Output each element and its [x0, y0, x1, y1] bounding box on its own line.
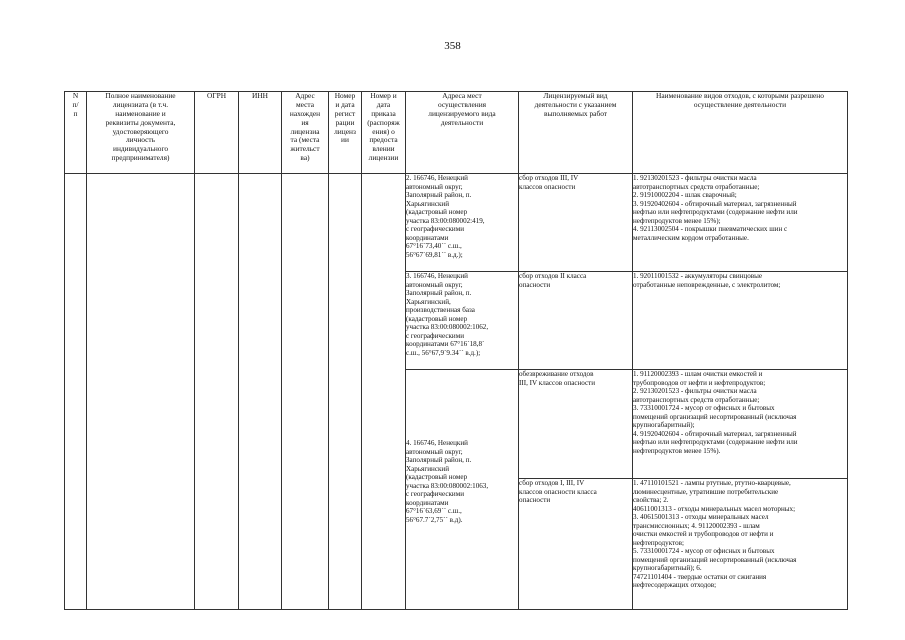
text-line: сбор отходов I, III, IV [519, 479, 585, 487]
text-line: 3. 166746, Ненецкий [406, 272, 468, 280]
text-line: 4. 166746, Ненецкий [406, 439, 468, 447]
text-line: Адреса мест [442, 91, 482, 100]
text-line: 40611001313 - отходы минеральных масел моторных; [633, 504, 796, 513]
waste-cell [633, 370, 848, 479]
text-line: приказа [371, 108, 396, 118]
text-line: Харьягинский [406, 199, 450, 208]
text-line: деятельности с указанием [534, 99, 617, 109]
text-line: нефтепродуктов менее 15%). [633, 446, 721, 455]
text-line: выполняемых работ [543, 108, 608, 118]
activity-cell [519, 174, 633, 272]
text-line: 3. 91920402604 - обтирочный материал, загрязненный [633, 199, 797, 208]
header-license [329, 92, 362, 174]
text-line: нефтесодержащих отходов; [633, 581, 717, 589]
text-line: личность [125, 135, 156, 145]
header-row [65, 92, 848, 174]
place-address-cell [406, 370, 519, 610]
text-line: та (места [290, 135, 320, 145]
text-line: координатами [406, 233, 449, 242]
text-line: автономный округ, [406, 447, 463, 456]
text-line: автономный округ, [406, 280, 463, 289]
text-line: наименование и [115, 108, 166, 118]
text-line: 3. 73310001724 - мусор от офисных и бытовых [633, 404, 775, 412]
text-line: трансмиссионных; 4. 91120002393 - шлам [633, 521, 760, 530]
text-line: лицензиата (в т.ч. [112, 99, 169, 109]
header-name [87, 92, 195, 174]
text-line: (кадастровый номер [406, 473, 468, 481]
text-line: (распоряж [367, 117, 400, 127]
text-line: индивидуального [112, 144, 169, 154]
text-line: сбор отходов III, IV [519, 174, 579, 182]
text-line: 2. 92130201523 - фильтры очистки масла [633, 387, 757, 395]
header-ogrn [195, 92, 239, 174]
text-line: 56°67.7´2,75´´ в.д). [406, 515, 463, 524]
text-line: N [72, 91, 79, 100]
text-line: свойства; 2. [633, 496, 669, 504]
text-line: Заполярный район, п. [406, 456, 472, 464]
text-line: очистки емкостей и трубопроводов от нефти и [633, 530, 774, 538]
order-cell [362, 174, 406, 610]
text-line: (кадастровый номер [406, 208, 468, 216]
text-line: крупногабаритный); [633, 421, 695, 429]
text-line: участка 83:00:080002:419, [406, 216, 485, 225]
location-cell [282, 174, 329, 610]
text-line: 2. 91910002204 - шлак сварочный; [633, 191, 737, 199]
page-number: 358 [444, 40, 461, 52]
text-line: с географическими [406, 225, 465, 233]
header-no [65, 92, 87, 174]
place-address-cell [406, 174, 519, 272]
text-line: и дата [335, 99, 355, 109]
text-line: участка 83:00:080002:1063, [406, 481, 489, 490]
header-order [362, 92, 406, 174]
text-line: координатами 67°16´18,8´ [406, 340, 485, 348]
text-line: нефтепродуктов менее 15%); [633, 216, 721, 225]
text-line: классов опасности [519, 182, 576, 191]
waste-cell [633, 272, 848, 370]
text-line: Номер [334, 91, 356, 100]
text-line: лицензируемого вида [428, 108, 496, 118]
inn-cell [239, 174, 282, 610]
text-line: нефтепродуктов; [633, 538, 684, 547]
text-line: 1. 47110101521 - лампы ртутные, ртутно-кварцевые, [633, 479, 791, 487]
text-line: 67°16´73,40´´ с.ш., [406, 242, 462, 250]
text-line: 1. 91120002393 - шлам очистки емкостей и [633, 370, 763, 378]
text-line: помещений организаций несортированный (исключая [633, 555, 797, 564]
text-line: Наименование видов отходов, с которыми разрешено [656, 91, 824, 100]
text-line: опасности [519, 280, 551, 289]
text-line: с географическими [406, 490, 465, 498]
text-line: п/ [72, 99, 79, 109]
text-line: 2. 166746, Ненецкий [406, 174, 468, 182]
text-line: лицензиа [290, 126, 320, 136]
text-line: 74721101404 - твердые остатки от сжигания [633, 572, 767, 581]
text-line: нефтью или нефтепродуктами (содержание нефти или [633, 438, 798, 446]
ogrn-cell [195, 174, 239, 610]
text-line: ия [301, 117, 309, 127]
text-line: отработанные неповрежденные, с электролитом; [633, 280, 781, 289]
text-line: Харьягинский [406, 464, 450, 473]
activity-cell [519, 479, 633, 610]
text-line: производственная база [406, 306, 475, 314]
text-line: лиценз [334, 126, 356, 136]
text-line: трубопроводов от нефти и нефтепродуктов; [633, 378, 766, 387]
header-activity [519, 92, 633, 174]
waste-cell [633, 174, 848, 272]
text-line: (кадастровый номер [406, 314, 468, 323]
text-line: предоста [369, 135, 398, 145]
text-line: Заполярный район, п. [406, 191, 472, 199]
text-line: сбор отходов II класса [519, 272, 587, 280]
text-line: ва) [300, 153, 310, 163]
header-inn [239, 92, 282, 174]
text-line: обезвреживание отходов [519, 370, 594, 378]
text-line: удостоверяющего [112, 126, 169, 136]
text-line: Лицензируемый вид [543, 91, 608, 100]
header-address [282, 92, 329, 174]
text-line: с.ш., 56°67,9´9.34´´ в.д.); [406, 348, 481, 357]
text-line: осуществления [437, 99, 487, 109]
text-line: 67°16´63,69´´ с.ш., [406, 507, 462, 515]
text-line: металлическим кордом отработанные. [633, 233, 749, 242]
license-cell [329, 174, 362, 610]
activity-cell [519, 370, 633, 479]
license-table [64, 91, 848, 610]
text-line: классов опасности класса [519, 487, 597, 496]
text-line: 4. 92113002504 - покрышки пневматических шин с [633, 225, 788, 233]
text-line: автотранспортных средств отработанные; [633, 395, 760, 404]
text-line: нефтью или нефтепродуктами (содержание нефти или [633, 208, 798, 216]
text-line: 3. 40615001313 - отходы минеральных масел [633, 513, 769, 521]
text-line: координатами [406, 498, 449, 507]
text-line: п [73, 108, 78, 118]
text-line: осуществление деятельности [693, 99, 787, 109]
text-line: нахожден [289, 108, 321, 118]
text-line: дата [376, 99, 391, 109]
text-line: жительст [290, 144, 320, 154]
header-place [406, 92, 519, 174]
text-line: люминесцентные, утратившие потребительские [633, 487, 779, 496]
header-waste [633, 92, 848, 174]
text-line: помещений организаций несортированный (исключая [633, 412, 797, 421]
waste-cell [633, 479, 848, 610]
text-line: места [295, 99, 315, 109]
text-line: лицензии [368, 153, 399, 163]
text-line: Полное наименование [105, 91, 176, 100]
text-line: влении [372, 144, 395, 154]
text-line: рации [335, 117, 355, 127]
activity-cell [519, 272, 633, 370]
text-line: Харьягинский, [406, 297, 451, 306]
text-line: опасности [519, 496, 551, 504]
text-line: Номер и [370, 91, 397, 100]
table-row [65, 174, 848, 272]
text-line: автотранспортных средств отработанные; [633, 182, 760, 191]
place-address-cell [406, 272, 519, 370]
text-line: автономный округ, [406, 182, 463, 191]
text-line: ии [341, 135, 349, 145]
text-line: Заполярный район, п. [406, 289, 472, 297]
text-line: 1. 92011001532 - аккумуляторы свинцовые [633, 272, 763, 280]
text-line: предпринимателя) [111, 153, 170, 163]
text-line: Адрес [295, 91, 315, 100]
text-line: III, IV классов опасности [519, 378, 596, 387]
name-cell [87, 174, 195, 610]
no-cell [65, 174, 87, 610]
text-line: 1. 92130201523 - фильтры очистки масла [633, 174, 757, 182]
text-line: ения) о [372, 126, 395, 136]
text-line: с географическими [406, 331, 465, 340]
text-line: крупногабаритный); 6. [633, 564, 702, 572]
text-line: 5. 73310001724 - мусор от офисных и бытовых [633, 547, 775, 555]
text-line: участка 83:00:080002:1062, [406, 323, 489, 331]
text-line: 56°67´69,81´´ в.д.); [406, 250, 463, 259]
text-line: ОГРН [206, 91, 227, 100]
text-line: регист [334, 108, 356, 118]
text-line: 4. 91920402604 - обтирочный материал, загрязненный [633, 429, 797, 438]
text-line: реквизиты документа, [105, 117, 176, 127]
text-line: ИНН [251, 91, 268, 100]
text-line: деятельности [440, 117, 484, 127]
